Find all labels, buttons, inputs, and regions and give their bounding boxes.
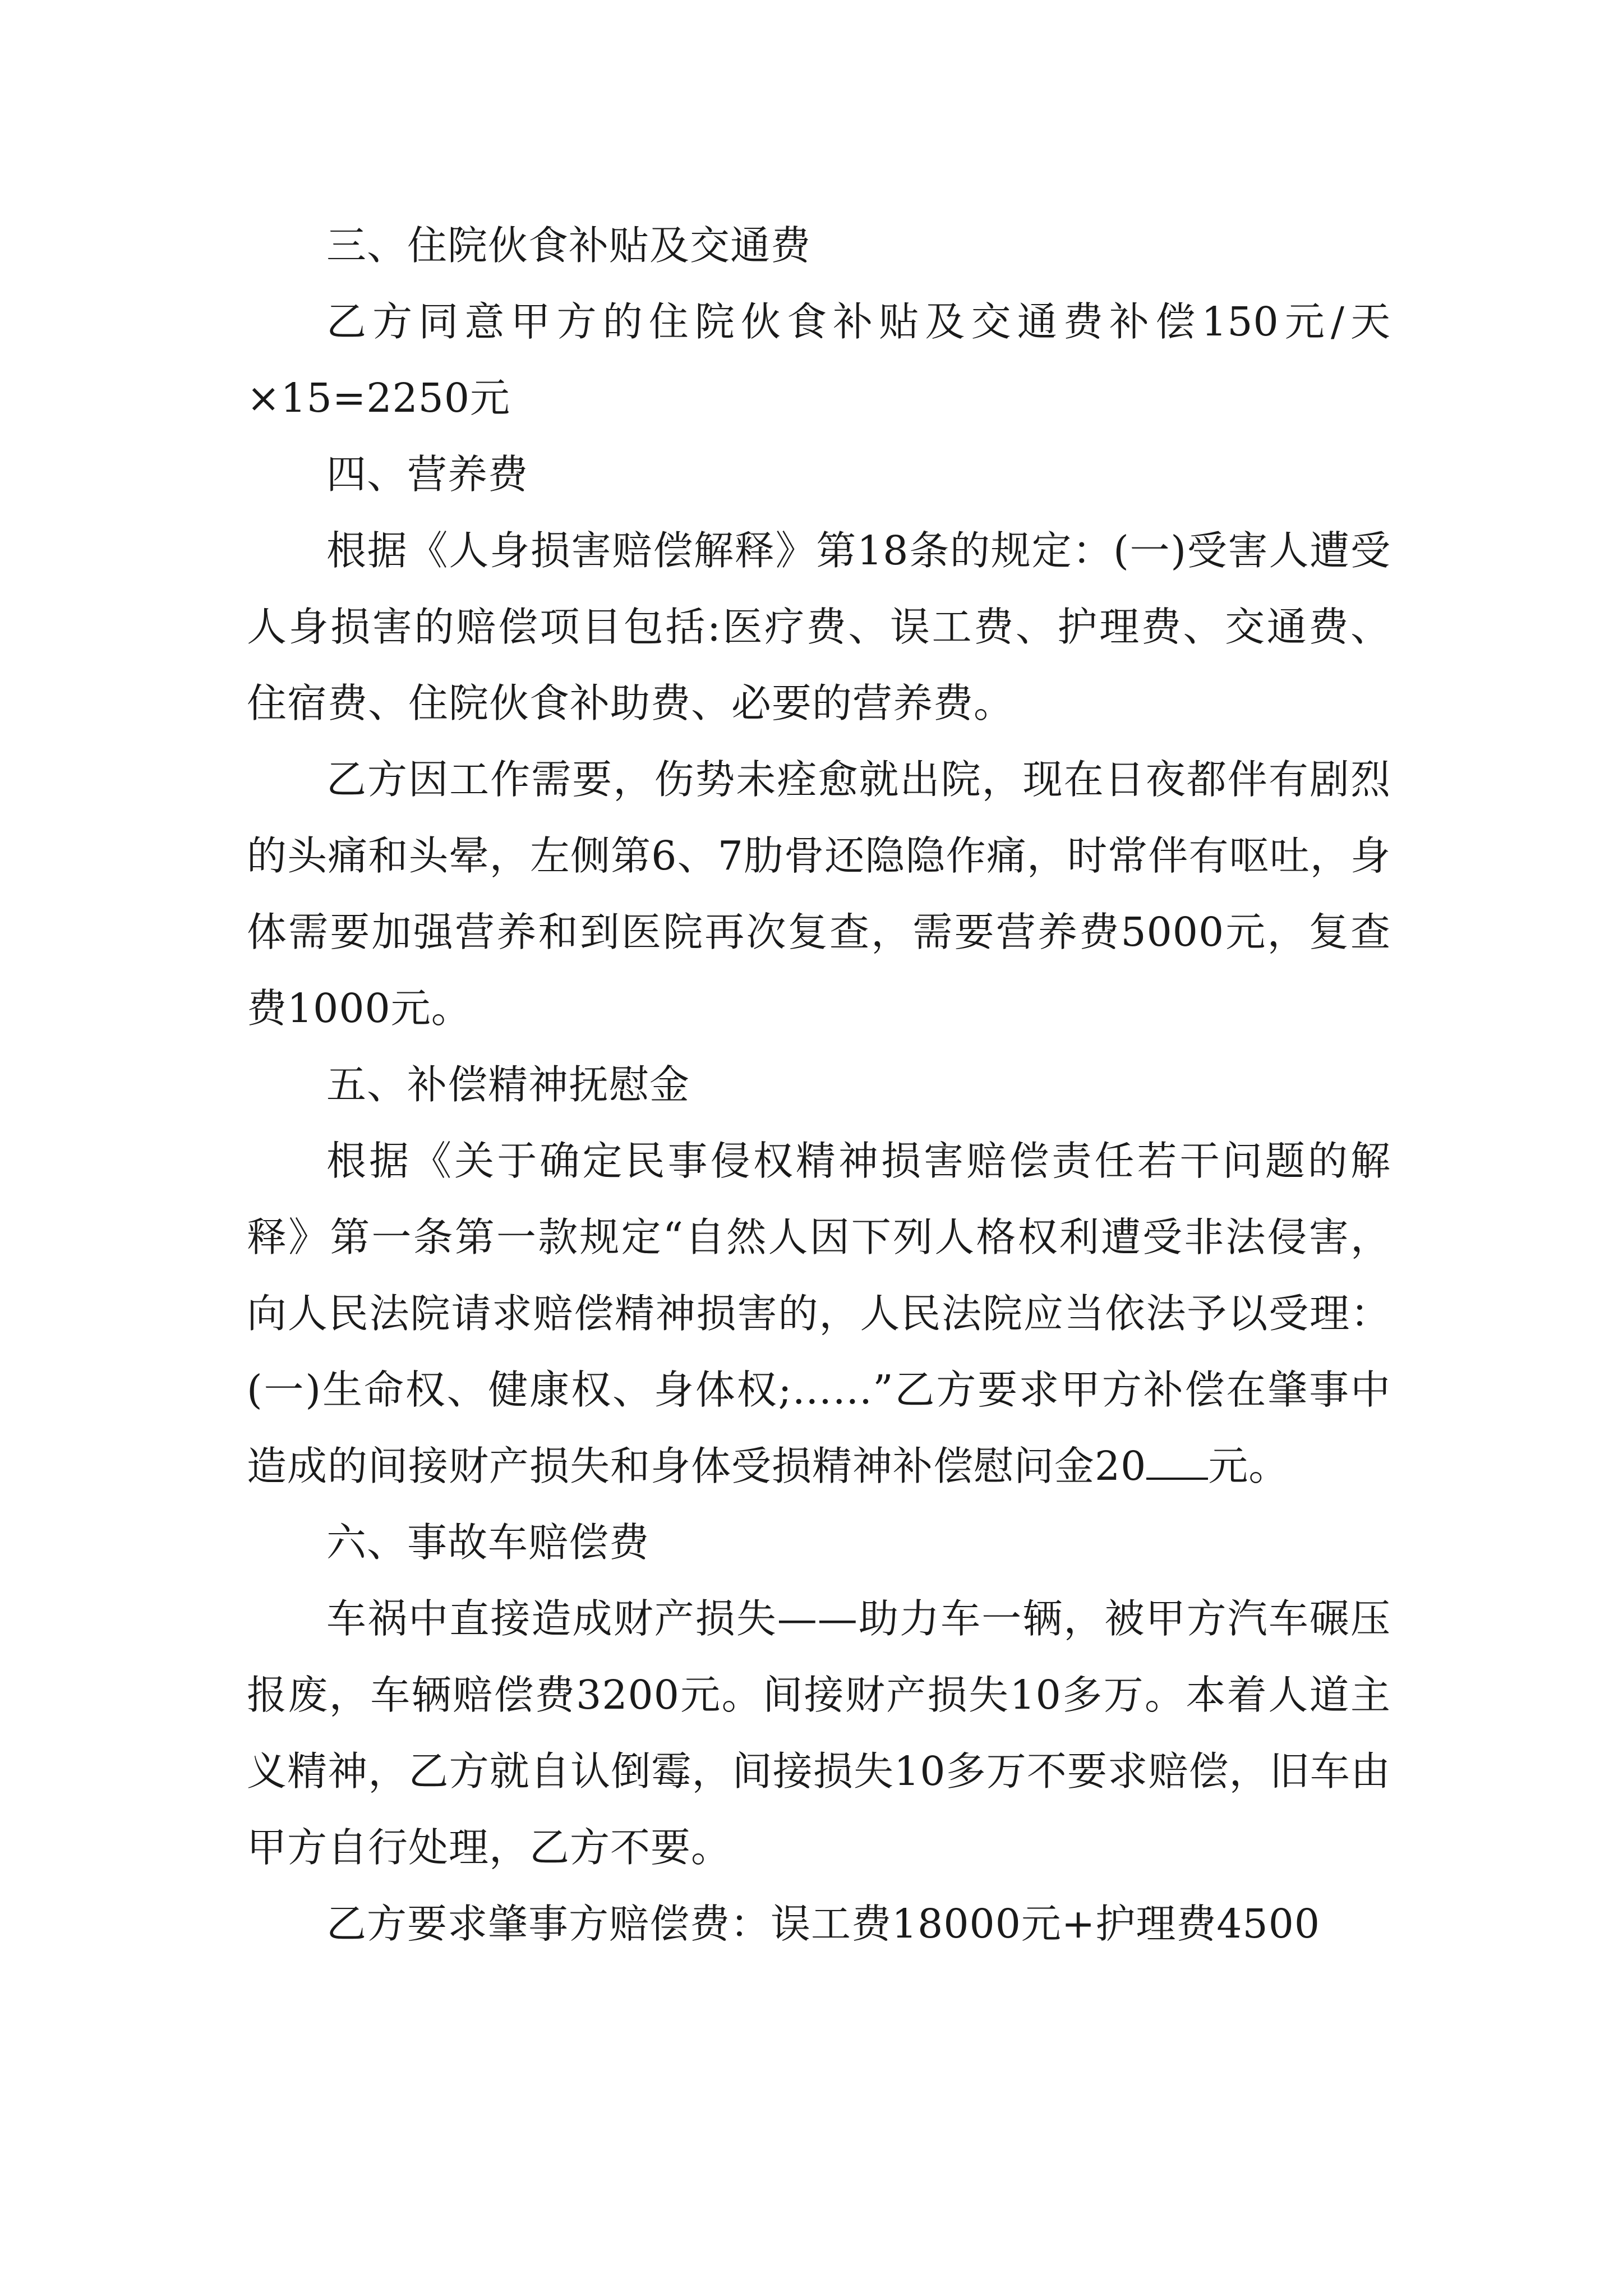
paragraph-mental-text-after: 元。 — [1208, 1443, 1289, 1489]
paragraph-meal-transport: 乙方同意甲方的住院伙食补贴及交通费补偿150元/天×15=2250元 — [247, 298, 1391, 421]
paragraph-nutrition: 乙方因工作需要，伤势未痊愈就出院，现在日夜都伴有剧烈的头痛和头晕，左侧第6、7肋骨还隐隐作痛，时常伴有呕吐，身体需要加强营养和到医院再次复查，需要营养费5000元，复查费1000元。 — [247, 756, 1391, 1032]
paragraph-vehicle-loss: 车祸中直接造成财产损失——助力车一辆，被甲方汽车碾压报废，车辆赔偿费3200元。间接财产损失10多万。本着人道主义精神，乙方就自认倒霉，间接损失10多万不要求赔偿，旧车由甲方自行处理，乙方不要。 — [247, 1595, 1391, 1871]
section-heading-6: 六、事故车赔偿费 — [326, 1519, 650, 1566]
section-heading-4: 四、营养费 — [326, 451, 529, 498]
paragraph-mental-text-before: 根据《关于确定民事侵权精神损害赔偿责任若干问题的解释》第一条第一款规定“自然人因下列人格权利遭受非法侵害，向人民法院请求赔偿精神损害的，人民法院应当依法予以受理：(一)生命权、健康权、身体权;……”乙方要求甲方补偿在肇事中造成的间接财产损失和身体受损精神补偿慰问金20 — [247, 1138, 1391, 1489]
paragraph-mental-compensation — [247, 1123, 1391, 1504]
section-heading-3: 三、住院伙食补贴及交通费 — [326, 222, 811, 269]
section-heading-5: 五、补偿精神抚慰金 — [326, 1061, 690, 1108]
document-body — [247, 208, 1391, 1962]
paragraph-total-claim: 乙方要求肇事方赔偿费：误工费18000元+护理费4500 — [326, 1901, 1321, 1947]
amount-blank — [1146, 1444, 1208, 1480]
paragraph-legal-basis: 根据《人身损害赔偿解释》第18条的规定：(一)受害人遭受人身损害的赔偿项目包括:医疗费、误工费、护理费、交通费、住宿费、住院伙食补助费、必要的营养费。 — [247, 527, 1391, 726]
